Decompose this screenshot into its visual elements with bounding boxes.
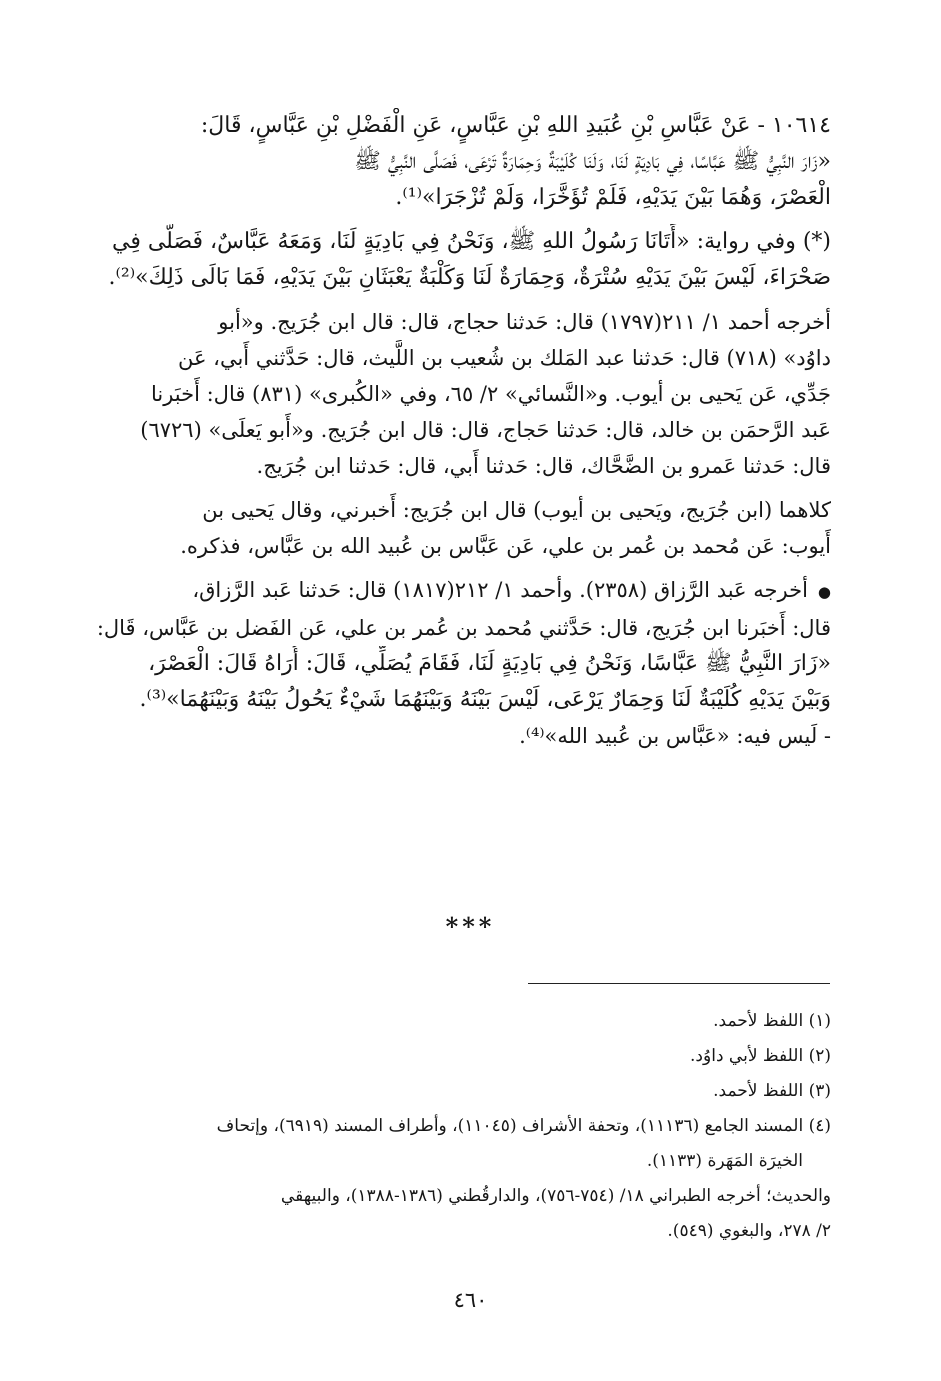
riwaya-paragraph bbox=[95, 224, 831, 296]
matn-line: «زَارَ النَّبِيُّ ﷺ عَبَّاسًا، وَنَحْنُ فِي بَادِيَةٍ لَنَا، فَقَامَ يُصَلِّي، قَالَ: أُرَاهُ قَالَ: الْعَصْرَ، bbox=[148, 650, 831, 676]
footnote-4-continued: الخيرَة المَهَرة (١١٣٣). bbox=[646, 1151, 803, 1171]
hadith-10614 bbox=[95, 108, 831, 216]
footnotes bbox=[90, 1004, 831, 1249]
footnote-1: (١) اللفظ لأحمد. bbox=[713, 1011, 831, 1031]
hadith-line: ١٠٦١٤ - عَنْ عَبَّاسِ بْنِ عُبَيدِ اللهِ بْنِ عَبَّاسٍ، عَنِ الْفَضْلِ بْنِ عَبَّاسٍ، قَالَ: bbox=[200, 113, 831, 138]
footnote-divider bbox=[528, 983, 830, 984]
matn-line: وَبَيْنَ يَدَيْهِ كُلَيْبَةٌ لَنَا وَحِمَارٌ يَرْعَى، لَيْسَ بَيْنَهُ وَبَيْنَهُمَا شَيْءٌ يَحُولُ بَيْنَهُ وَبَيْنَهُمَا»⁽³⁾. bbox=[139, 686, 831, 712]
kilahuma-paragraph bbox=[95, 492, 831, 564]
hadith-line: الْعَصْرَ، وَهُمَا بَيْنَ يَدَيْهِ، فَلَمْ تُؤَخَّرَا، وَلَمْ تُزْجَرَا»⁽¹⁾. bbox=[395, 185, 831, 210]
kilahuma-line: أَيوب: عَن مُحمد بن عُمر بن علي، عَن عَبَّاس بن عُبيد الله بن عَبَّاس، فذكره. bbox=[180, 534, 831, 558]
takhrij-paragraph-2 bbox=[95, 572, 831, 646]
footnote-3: (٣) اللفظ لأحمد. bbox=[713, 1081, 831, 1101]
riwaya-line: (*) وفي رواية: «أَتَانَا رَسُولُ اللهِ ﷺ، وَنَحْنُ فِي بَادِيَةٍ لَنَا، وَمَعَهُ عَبَّاسٌ، فَصَلَّى فِي bbox=[112, 229, 831, 254]
takhrij-paragraph-1 bbox=[95, 304, 831, 484]
kilahuma-line: كلاهما (ابن جُرَيج، ويَحيى بن أيوب) قال ابن جُرَيج: أَخبرني، وقال يَحيى بن bbox=[202, 498, 831, 522]
takhrij2-line bbox=[95, 572, 831, 610]
matn-2 bbox=[95, 646, 831, 718]
takhrij2-line: قال: أَخبَرنا ابن جُرَيج، قال: حَدَّثني مُحمد بن عُمر بن علي، عَن الفَضل بن عَبَّاس، قَال: bbox=[96, 615, 831, 640]
note-line: - لَيس فيه: «عَبَّاس بن عُبيد الله»⁽⁴⁾. bbox=[519, 723, 831, 748]
section-separator: *** bbox=[445, 912, 496, 941]
takhrij2-text: أخرجه عَبد الرَّزاق (٢٣٥٨). وأحمد ١/ ٢١٢(١٨١٧) قال: حَدثنا عَبد الرَّزاق، bbox=[192, 578, 808, 602]
takhrij-line: جَدِّي، عَن يَحيى بن أيوب. و«النَّسائي» ٢/ ٦٥، وفي «الكُبرى» (٨٣١) قال: أَخبَرنا bbox=[150, 382, 831, 406]
riwaya-line: صَحْرَاءَ، لَيْسَ بَيْنَ يَدَيْهِ سُتْرَةٌ، وَحِمَارَةٌ لَنَا وَكَلْبَةٌ يَعْبَثَانِ بَيْنَ يَدَيْهِ، فَمَا بَالَى ذَلِكَ»⁽²⁾. bbox=[108, 265, 831, 290]
takhrij-line: عَبد الرَّحمَن بن خالد، قال: حَدثنا حَجاج، قال: قال ابن جُرَيج. و«أَبو يَعلَى» (٦٧٢٦) bbox=[140, 418, 831, 442]
footnote-4-hadith: والحديث؛ أخرجه الطبراني ١٨/ (٧٥٤-٧٥٦)، والدارقُطني (١٣٨٦-١٣٨٨)، والبيهقي bbox=[280, 1186, 831, 1206]
footnote-4-hadith-continued: ٢/ ٢٧٨، والبغوي (٥٤٩). bbox=[667, 1221, 831, 1241]
takhrij-line: أخرجه أحمد ١/ ٢١١(١٧٩٧) قال: حَدثنا حجاج، قال: قال ابن جُرَيج. و«أبو bbox=[218, 310, 831, 334]
page-number: ٤٦٠ bbox=[453, 1288, 488, 1312]
takhrij-line: داوُد» (٧١٨) قال: حَدثنا عبد المَلك بن شُعيب بن اللَّيث، قال: حَدَّثني أَبي، عَن bbox=[177, 346, 831, 370]
main-text bbox=[95, 108, 831, 754]
takhrij-line: قال: حَدثنا عَمرو بن الضَّحَّاك، قال: حَدثنا أَبي، قال: حَدثنا ابن جُرَيج. bbox=[256, 454, 831, 478]
footnote-2: (٢) اللفظ لأبي داوُد. bbox=[690, 1046, 831, 1066]
footnote-4: (٤) المسند الجامع (١١١٣٦)، وتحفة الأشراف (١١٠٤٥)، وأطراف المسند (٦٩١٩)، وإتحاف bbox=[216, 1116, 831, 1136]
hadith-line: «زَارَ النَّبِيُّ ﷺ عَبَّاسًا، فِي بَادِيَةٍ لَنَا، وَلَنَا كُلَيْبَةٌ وَحِمَارَةٌ تَرْعَى، فَصَلَّى النَّبِيُّ ﷺ bbox=[354, 149, 831, 174]
bullet-icon: ● bbox=[817, 582, 831, 601]
